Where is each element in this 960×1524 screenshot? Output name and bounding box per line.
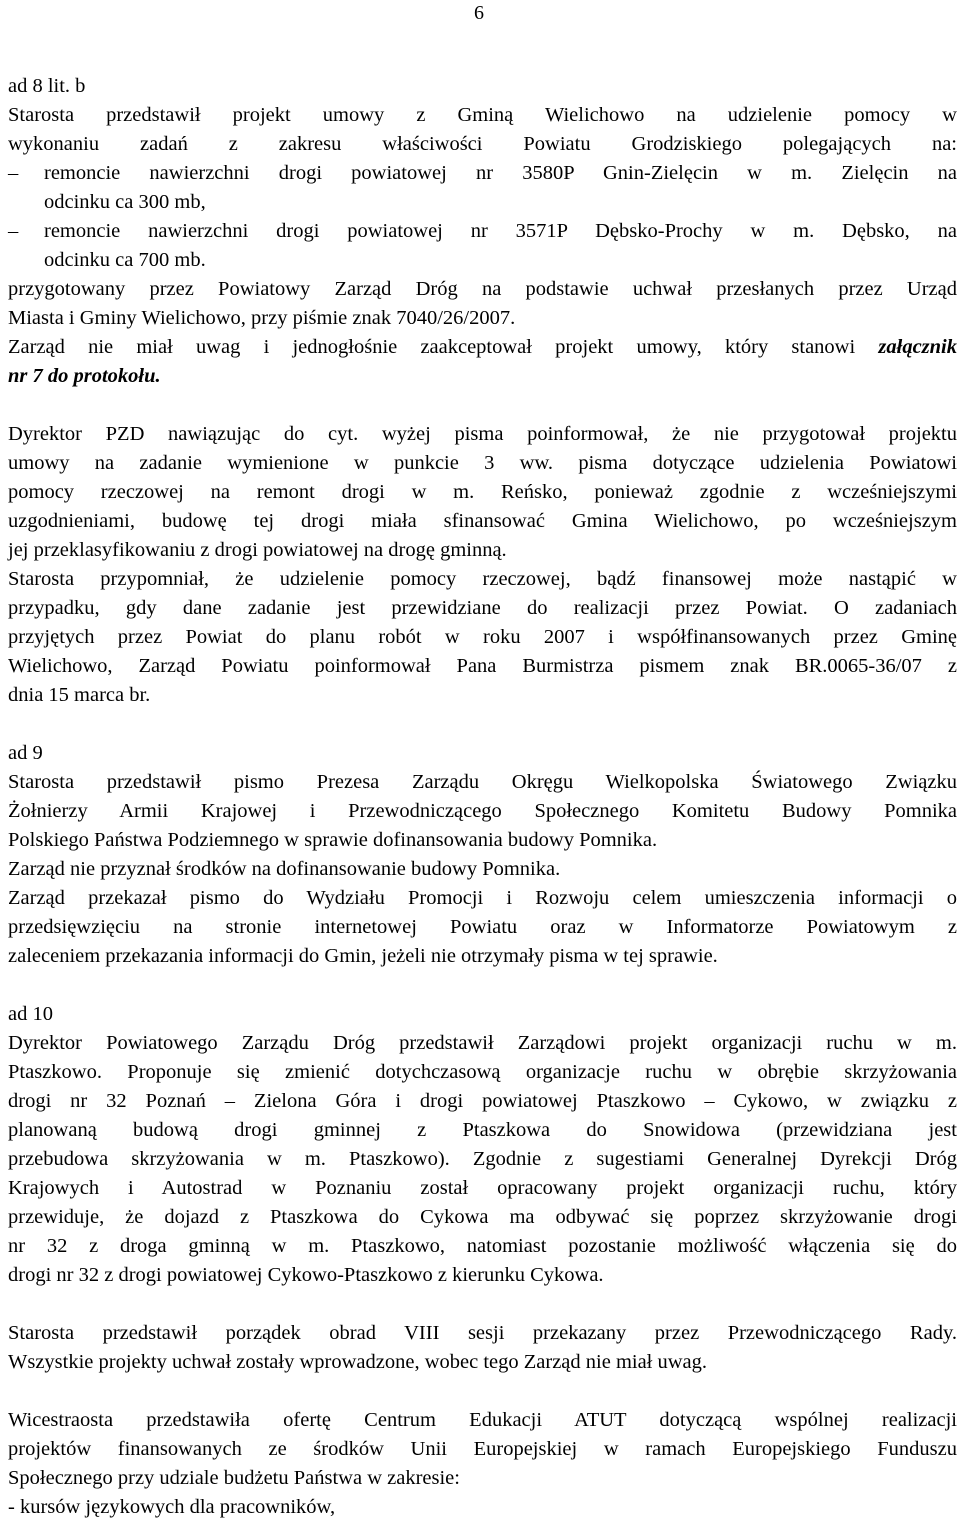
bullet-text: remoncie nawierzchni drogi powiatowej nr 3571P Dębsko-Prochy w m. Dębsko, na (44, 220, 957, 242)
attachment-reference: załącznik (878, 336, 957, 358)
text-line: dnia 15 marca br. (8, 684, 151, 706)
text-line: Wielichowo, Zarząd Powiatu poinformował Pana Burmistrza pismem znak BR.0065-36/07 z (8, 655, 957, 677)
text-line: przedsięwzięciu na stronie internetowej Powiatu oraz w Informatorze Powiatowym z (8, 916, 957, 938)
text-line: Zarząd przekazał pismo do Wydziału Promocji i Rozwoju celem umieszczenia informacji o (8, 887, 957, 909)
text-line: przewiduje, że dojazd z Ptaszkowa do Cykowa ma odbywać się poprzez skrzyżowanie drogi (8, 1206, 957, 1228)
list-item: - kursów językowych dla pracowników, (8, 1496, 336, 1518)
text-line: wykonaniu zadań z zakresu właściwości Powiatu Grodziskiego polegających na: (8, 133, 957, 155)
text-line: Starosta przedstawił porządek obrad VIII sesji przekazany przez Przewodniczącego Rady. (8, 1322, 957, 1344)
text-line: Starosta przedstawił projekt umowy z Gminą Wielichowo na udzielenie pomocy w (8, 104, 957, 126)
text-line: Starosta przypomniał, że udzielenie pomocy rzeczowej, bądź finansowej może nastąpić w (8, 568, 957, 590)
text-line: Polskiego Państwa Podziemnego w sprawie dofinansowania budowy Pomnika. (8, 829, 658, 851)
text-line: Starosta przedstawił pismo Prezesa Zarządu Okręgu Wielkopolska Światowego Związku (8, 771, 957, 793)
text-line: przygotowany przez Powiatowy Zarząd Dróg na podstawie uchwał przesłanych przez Urząd (8, 278, 957, 300)
text-line: Wszystkie projekty uchwał zostały wprowadzone, wobec tego Zarząd nie miał uwag. (8, 1351, 708, 1373)
dash-bullet: – (8, 162, 19, 184)
spacer (8, 1290, 957, 1319)
spacer (8, 391, 957, 420)
text-line: Żołnierzy Armii Krajowej i Przewodniczącego Społecznego Komitetu Budowy Pomnika (8, 800, 957, 822)
spacer (8, 710, 957, 739)
text-line: Miasta i Gminy Wielichowo, przy piśmie znak 7040/26/2007. (8, 307, 516, 329)
page-number: 6 (474, 2, 484, 24)
dash-bullet: – (8, 220, 19, 242)
text-line: pomocy rzeczowej na remont drogi w m. Reńsko, ponieważ zgodnie z wcześniejszymi (8, 481, 957, 503)
text-line: odcinku ca 300 mb, (44, 191, 206, 213)
text-line: Dyrektor Powiatowego Zarządu Dróg przedstawił Zarządowi projekt organizacji ruchu w m. (8, 1032, 957, 1054)
bullet-item (8, 217, 957, 246)
section-heading-8b: ad 8 lit. b (8, 75, 86, 97)
document-body (8, 72, 957, 1522)
text-line: drogi nr 32 Poznań – Zielona Góra i drogi powiatowej Ptaszkowo – Cykowo, w związku z (8, 1090, 957, 1112)
decision-line (8, 333, 957, 362)
text-line: przebudowa skrzyżowania w m. Ptaszkowo). Zgodnie z sugestiami Generalnej Dyrekcji Dróg (8, 1148, 957, 1170)
text-line: odcinku ca 700 mb. (44, 249, 206, 271)
text-line: Dyrektor PZD nawiązując do cyt. wyżej pisma poinformował, że nie przygotował projektu (8, 423, 957, 445)
text-line: Krajowych i Autostrad w Poznaniu został opracowany projekt organizacji ruchu, który (8, 1177, 957, 1199)
text-line: przypadku, gdy dane zadanie jest przewidziane do realizacji przez Powiat. O zadaniach (8, 597, 957, 619)
text-line: nr 32 z droga gminną w m. Ptaszkowo, natomiast pozostanie możliwość włączenia się do (8, 1235, 957, 1257)
section-heading-9: ad 9 (8, 742, 43, 764)
spacer (8, 1377, 957, 1406)
spacer (8, 971, 957, 1000)
text-line: jej przeklasyfikowaniu z drogi powiatowej na drogę gminną. (8, 539, 507, 561)
bullet-item (8, 159, 957, 188)
text-line: drogi nr 32 z drogi powiatowej Cykowo-Ptaszkowo z kierunku Cykowa. (8, 1264, 604, 1286)
section-heading-10: ad 10 (8, 1003, 53, 1025)
bullet-text: remoncie nawierzchni drogi powiatowej nr 3580P Gnin-Zielęcin w m. Zielęcin na (44, 162, 957, 184)
text-line: Społecznego przy udziale budżetu Państwa w zakresie: (8, 1467, 460, 1489)
text-line: Wicestraosta przedstawiła ofertę Centrum Edukacji ATUT dotyczącą wspólnej realizacji (8, 1409, 957, 1431)
text-line: uzgodnieniami, budowę tej drogi miała sfinansować Gmina Wielichowo, po wcześniejszym (8, 510, 957, 532)
text-line: planowaną budową drogi gminnej z Ptaszkowa do Snowidowa (przewidziana jest (8, 1119, 957, 1141)
text-line: umowy na zadanie wymienione w punkcie 3 ww. pisma dotyczące udzielenia Powiatowi (8, 452, 957, 474)
text-line: Ptaszkowo. Proponuje się zmienić dotychczasową organizacje ruchu w obrębie skrzyżowania (8, 1061, 957, 1083)
decision-line: Zarząd nie przyznał środków na dofinansowanie budowy Pomnika. (8, 858, 561, 880)
text-line: zaleceniem przekazania informacji do Gmin, jeżeli nie otrzymały pisma w tej sprawie. (8, 945, 718, 967)
decision-text: Zarząd nie miał uwag i jednogłośnie zaakceptował projekt umowy, który stanowi (8, 336, 856, 358)
text-line: projektów finansowanych ze środków Unii Europejskiej w ramach Europejskiego Funduszu (8, 1438, 957, 1460)
attachment-reference: nr 7 do protokołu. (8, 365, 161, 387)
text-line: przyjętych przez Powiat do planu robót w roku 2007 i współfinansowanych przez Gminę (8, 626, 957, 648)
